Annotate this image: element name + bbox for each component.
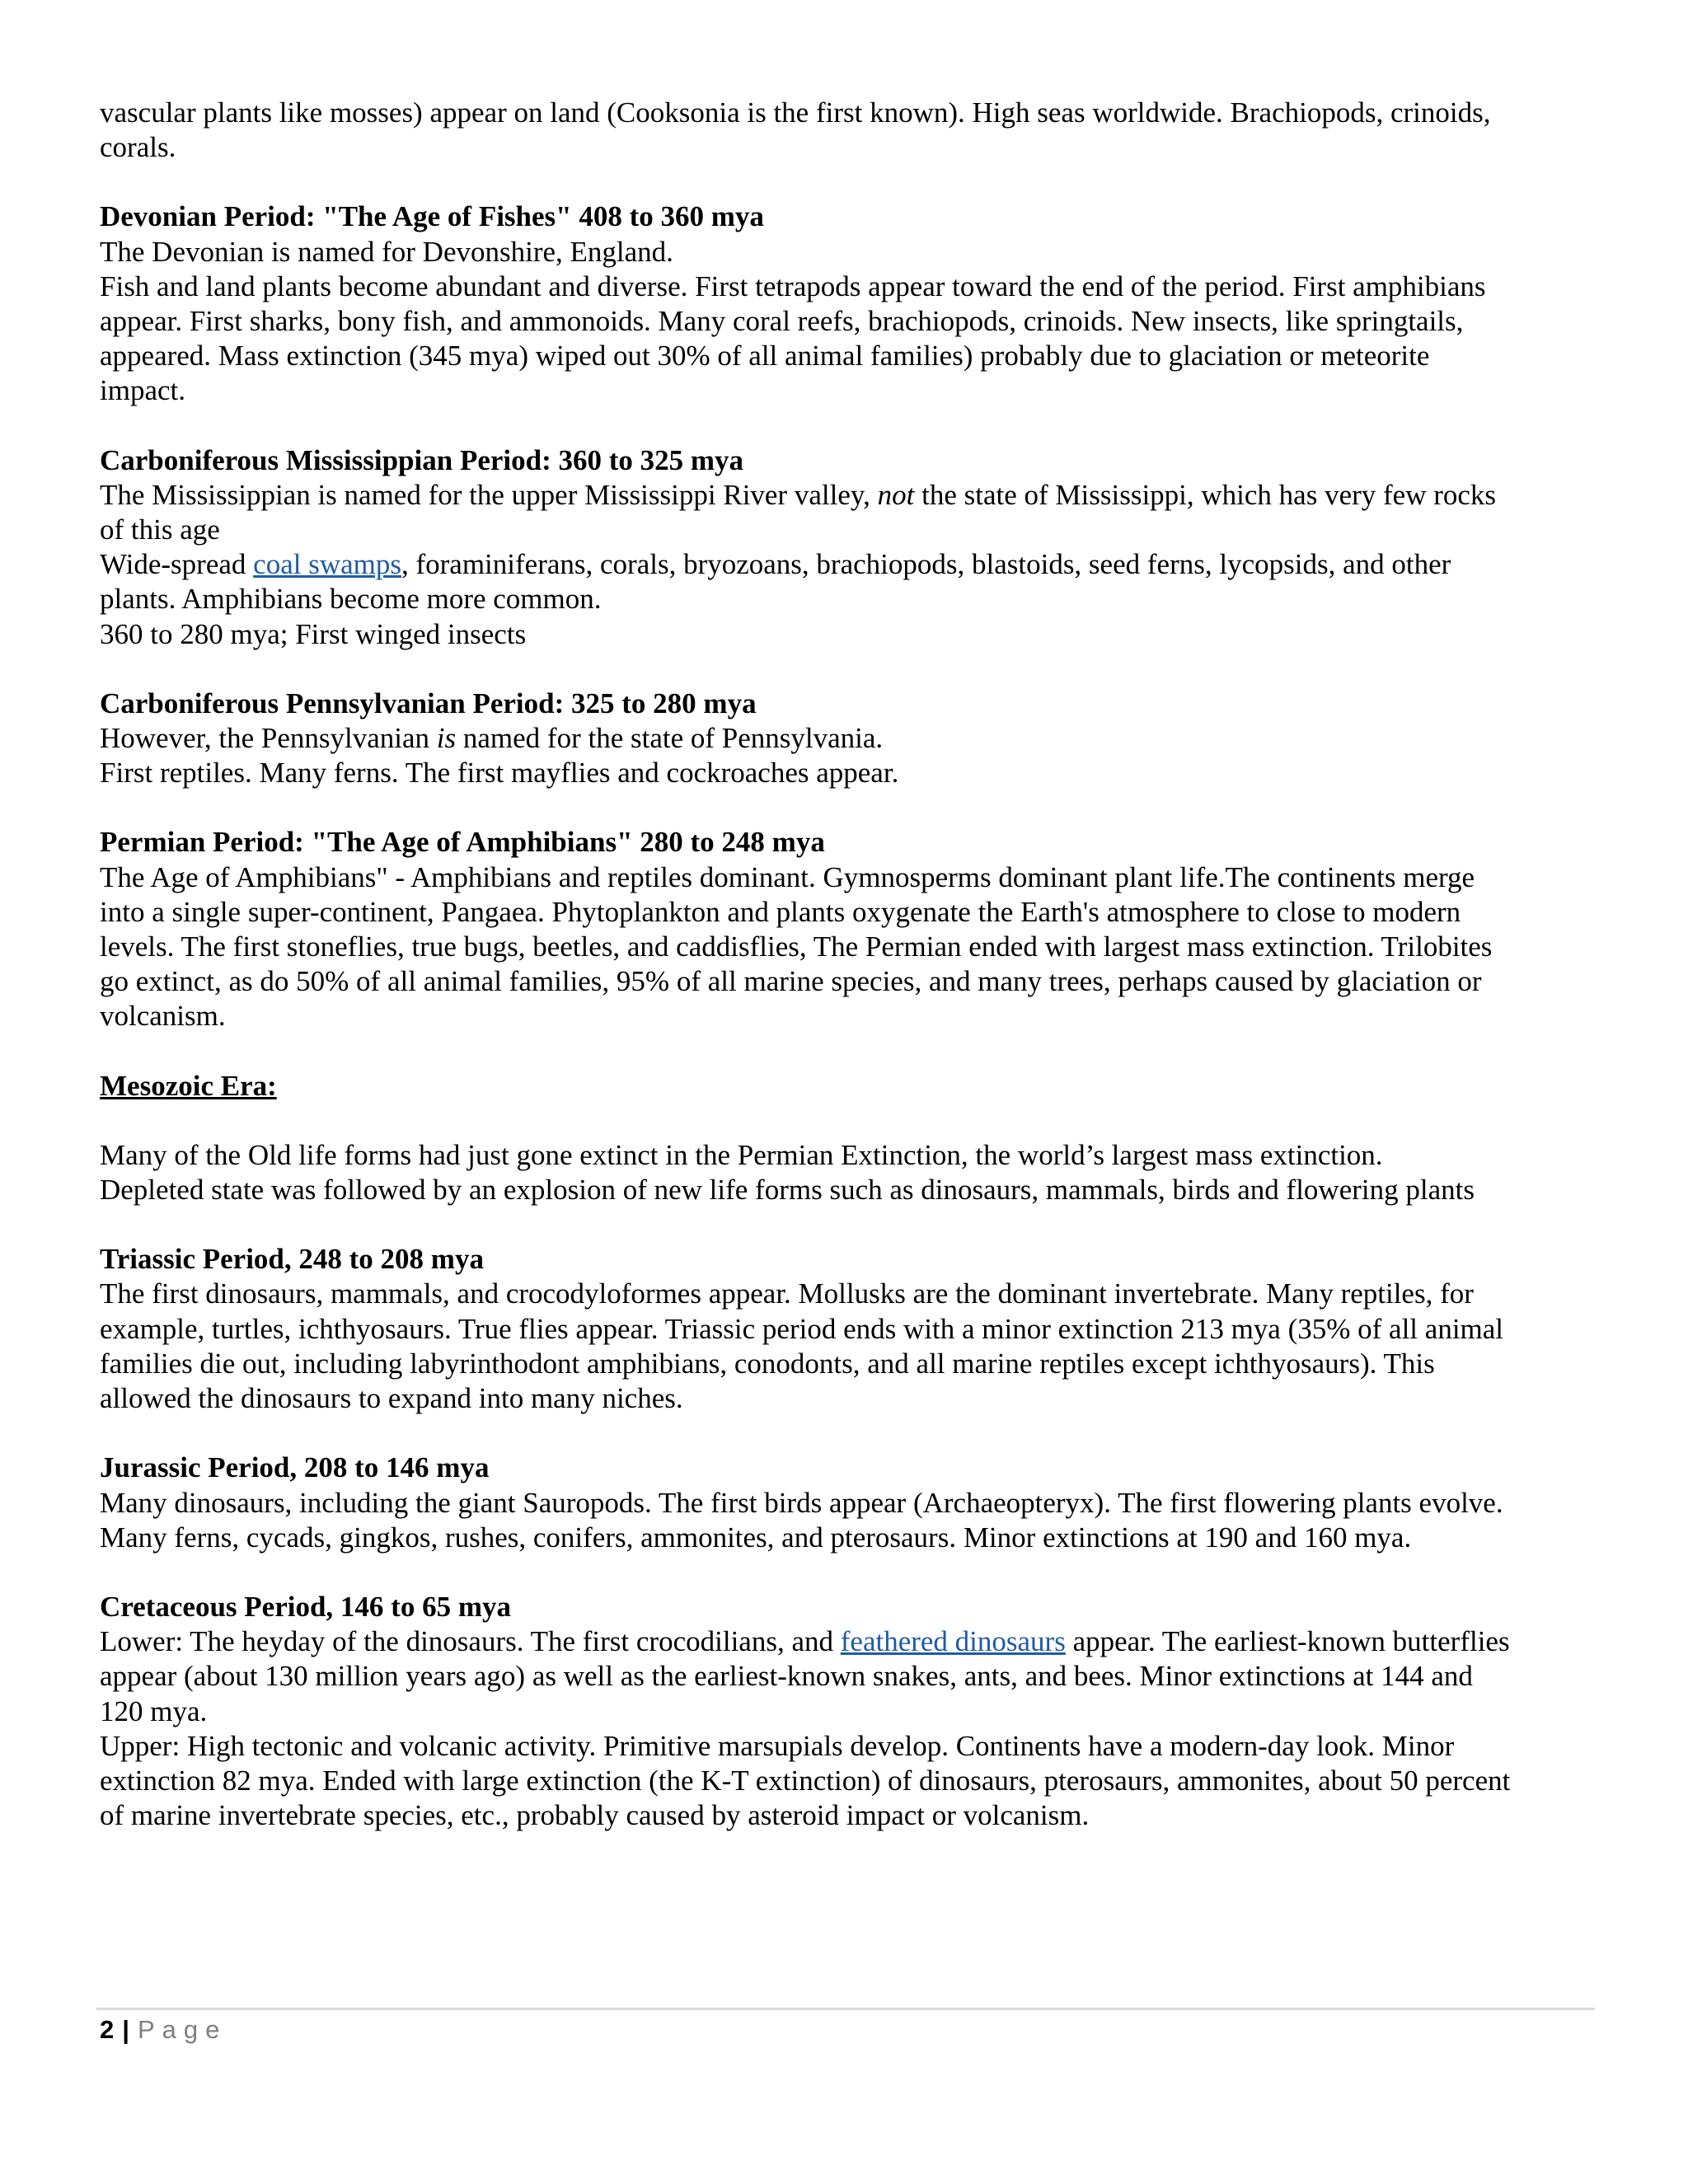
page-number: 2 bbox=[100, 2015, 115, 2044]
cretaceous-line: Upper: High tectonic and volcanic activity. Primitive marsupials develop. Continents have a modern-day look. Minor bbox=[100, 1729, 1455, 1762]
permian-heading: Permian Period: "The Age of Amphibians" 280 to 248 mya bbox=[100, 826, 825, 859]
mesozoic-section bbox=[100, 1138, 1598, 1207]
cretaceous-line bbox=[100, 1624, 1598, 1659]
mississippian-section bbox=[100, 443, 1598, 652]
triassic-heading: Triassic Period, 248 to 208 mya bbox=[100, 1243, 484, 1276]
devonian-heading: Devonian Period: "The Age of Fishes" 408 to 360 mya bbox=[100, 200, 764, 233]
permian-line: volcanism. bbox=[100, 1000, 226, 1033]
emphasis-text: not bbox=[877, 478, 915, 511]
devonian-line: appear. First sharks, bony fish, and ammonoids. Many coral reefs, brachiopods, crinoids. New insects, like springtails, bbox=[100, 305, 1464, 338]
emphasis-text: is bbox=[436, 722, 457, 755]
mississippian-line: plants. Amphibians become more common. bbox=[100, 583, 602, 616]
triassic-line: example, turtles, ichthyosaurs. True flies appear. Triassic period ends with a minor extinction 213 mya (35% of all animal bbox=[100, 1312, 1504, 1345]
text-span: the state of Mississippi, which has very few rocks bbox=[914, 478, 1497, 511]
text-span: However, the Pennsylvanian bbox=[100, 722, 437, 755]
mississippian-heading: Carboniferous Mississippian Period: 360 to 325 mya bbox=[100, 443, 744, 476]
permian-section bbox=[100, 825, 1598, 1033]
intro-section bbox=[100, 96, 1598, 165]
document-body bbox=[100, 96, 1598, 1868]
pennsylvanian-line bbox=[100, 721, 1598, 756]
triassic-line: families die out, including labyrinthodont amphibians, conodonts, and all marine reptiles except ichthyosaurs). This bbox=[100, 1347, 1435, 1380]
text-span: named for the state of Pennsylvania. bbox=[456, 722, 884, 755]
triassic-line: The first dinosaurs, mammals, and crocodyloformes appear. Mollusks are the dominant invertebrate. Many reptiles, for bbox=[100, 1277, 1474, 1310]
cretaceous-line: extinction 82 mya. Ended with large extinction (the K-T extinction) of dinosaurs, pterosaurs, ammonites, about 50 percent bbox=[100, 1764, 1511, 1797]
jurassic-line: Many dinosaurs, including the giant Sauropods. The first birds appear (Archaeopteryx). The first flowering plants evolve. bbox=[100, 1486, 1503, 1519]
text-span: Lower: The heyday of the dinosaurs. The first crocodilians, and bbox=[100, 1625, 841, 1658]
devonian-line: appeared. Mass extinction (345 mya) wiped out 30% of all animal families) probably due to glaciation or meteorite bbox=[100, 340, 1430, 373]
mississippian-line bbox=[100, 478, 1598, 513]
triassic-line: allowed the dinosaurs to expand into many niches. bbox=[100, 1382, 683, 1415]
coal-swamps-link[interactable]: coal swamps bbox=[253, 548, 401, 581]
pennsylvanian-section bbox=[100, 687, 1598, 791]
jurassic-section bbox=[100, 1451, 1598, 1555]
cretaceous-line: of marine invertebrate species, etc., probably caused by asteroid impact or volcanism. bbox=[100, 1799, 1090, 1832]
mississippian-line bbox=[100, 547, 1598, 582]
cretaceous-line: appear (about 130 million years ago) as well as the earliest-known snakes, ants, and bees. Minor extinctions at 144 and bbox=[100, 1660, 1473, 1693]
page-footer bbox=[100, 2013, 227, 2046]
triassic-section bbox=[100, 1242, 1598, 1416]
cretaceous-section bbox=[100, 1590, 1598, 1833]
text-span: The Mississippian is named for the upper Mississippi River valley, bbox=[100, 478, 878, 511]
permian-line: into a single super-continent, Pangaea. Phytoplankton and plants oxygenate the Earth's atmosphere to close to modern bbox=[100, 895, 1461, 928]
devonian-line: Fish and land plants become abundant and diverse. First tetrapods appear toward the end of the period. First amphibians bbox=[100, 269, 1486, 302]
mesozoic-era-heading: Mesozoic Era: bbox=[100, 1069, 277, 1102]
text-span: appear. The earliest-known butterflies bbox=[1065, 1625, 1510, 1658]
permian-line: levels. The first stoneflies, true bugs, beetles, and caddisflies, The Permian ended with largest mass extinction. Trilobites bbox=[100, 930, 1493, 963]
pennsylvanian-heading: Carboniferous Pennsylvanian Period: 325 to 280 mya bbox=[100, 687, 757, 719]
intro-line: corals. bbox=[100, 131, 176, 164]
cretaceous-line: 120 mya. bbox=[100, 1694, 208, 1727]
footer-separator: | bbox=[122, 2015, 129, 2044]
jurassic-line: Many ferns, cycads, gingkos, rushes, conifers, ammonites, and pterosaurs. Minor extinctions at 190 and 160 mya. bbox=[100, 1521, 1412, 1554]
devonian-section bbox=[100, 199, 1598, 408]
feathered-dinosaurs-link[interactable]: feathered dinosaurs bbox=[840, 1625, 1066, 1658]
mesozoic-line: Many of the Old life forms had just gone extinct in the Permian Extinction, the world’s largest mass extinction. bbox=[100, 1138, 1383, 1171]
text-span: Wide-spread bbox=[100, 548, 254, 581]
permian-line: go extinct, as do 50% of all animal families, 95% of all marine species, and many trees, perhaps caused by glaciation or bbox=[100, 965, 1482, 998]
mesozoic-line: Depleted state was followed by an explosion of new life forms such as dinosaurs, mammals, birds and flowering plants bbox=[100, 1174, 1475, 1207]
jurassic-heading: Jurassic Period, 208 to 146 mya bbox=[100, 1451, 490, 1484]
footer-divider bbox=[96, 2008, 1595, 2010]
devonian-line: The Devonian is named for Devonshire, England. bbox=[100, 235, 673, 268]
devonian-line: impact. bbox=[100, 374, 185, 407]
mississippian-line: 360 to 280 mya; First winged insects bbox=[100, 617, 527, 650]
page-label: Page bbox=[137, 2015, 227, 2044]
cretaceous-heading: Cretaceous Period, 146 to 65 mya bbox=[100, 1590, 511, 1623]
permian-line: The Age of Amphibians" - Amphibians and reptiles dominant. Gymnosperms dominant plant life.The continents merge bbox=[100, 860, 1475, 893]
text-span: , foraminiferans, corals, bryozoans, brachiopods, blastoids, seed ferns, lycopsids, and other bbox=[401, 548, 1451, 581]
pennsylvanian-line: First reptiles. Many ferns. The first mayflies and cockroaches appear. bbox=[100, 757, 899, 790]
intro-line: vascular plants like mosses) appear on land (Cooksonia is the first known). High seas worldwide. Brachiopods, crinoids, bbox=[100, 96, 1491, 129]
mississippian-line: of this age bbox=[100, 513, 220, 546]
